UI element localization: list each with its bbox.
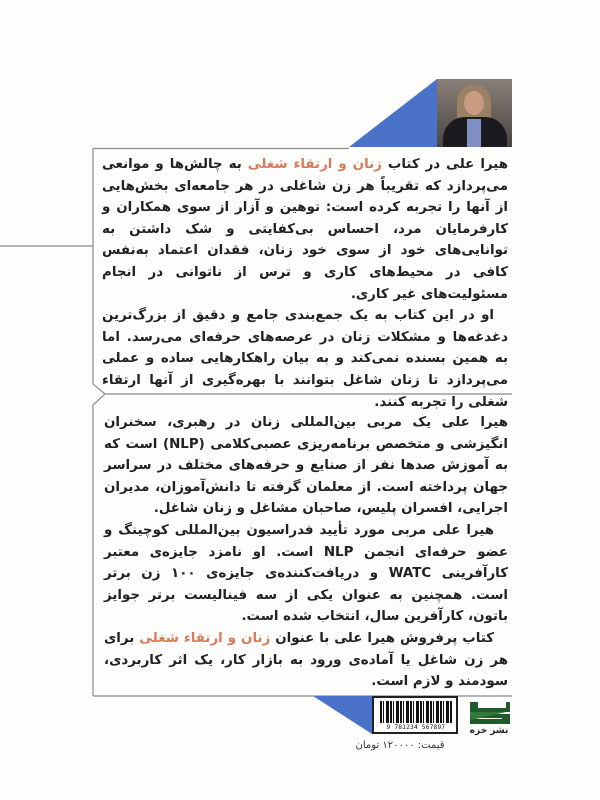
bio-paragraph: هیرا علی مربی مورد تأیید فدراسیون بین‌المللی کوچینگ و عضو حرفه‌ای انجمن NLP است. او نامزد جایزه‌ی معتبر کارآفرینی WATC و دریافت‌کننده‌ی جایزه‌ی ۱۰۰ زن برتر است. همچنین به عنوان یکی از سه فینالیست برتر جوایز باتون، کارآفرین سال، انتخاب شده است. [104, 522, 509, 625]
isbn-barcode [372, 696, 458, 734]
book-title-highlight: زنان و ارتقاء شغلی [139, 630, 271, 646]
description-paragraph: او در این کتاب به یک جمع‌بندی جامع و دقیق از بزرگ‌ترین دغدغه‌ها و مشکلات زنان در عرصه‌های حرفه‌ای می‌رسد. اما به همین بسنده نمی‌کند و به بیان راهکارهایی ساده و عملی می‌پردازد تا زنان شاغل بتوانند با بهره‌گیری از آنها ارتقاء شغلی را تجربه کنند. [102, 308, 508, 410]
top-accent-triangle [349, 79, 437, 147]
bottom-accent-triangle [313, 696, 372, 734]
price-label: قیمت: ۱۲۰۰۰۰ تومان [355, 740, 445, 751]
bio-paragraph: کتاب پرفروش هیرا علی با عنوان زنان و ارتقاء شغلی برای هر زن شاغل یا آماده‌ی ورود به بازار کار، یک اثر کاربردی، سودمند و لازم است. [104, 630, 508, 690]
bio-paragraph: هیرا علی یک مربی بین‌المللی زنان در رهبری، سخنران انگیزشی و متخصص برنامه‌ریزی عصبی‌کلامی (NLP) است که به آموزش صدها نفر از صنایع و حرفه‌های مختلف در سراسر جهان پرداخته است. از معلمان گرفته تا دانش‌آموزان، مدیران اجرایی، افسران پلیس، صاحبان مشاغل و زنان شاغل. [104, 415, 508, 517]
publisher-logo [466, 700, 512, 740]
description-paragraph: هیرا علی در کتاب زنان و ارتقاء شغلی به چالش‌ها و موانعی می‌پردازد که تقریباً هر زن شاغلی در هر جامعه‌ای بخش‌هایی از آنها را تجربه کرده است: توهین و آزار از سوی همکاران و کارفرمایان مرد، احساس بی‌کفایتی و شک داشتن به توانایی‌های خود از سوی خود زنان، فقدان اعتماد به‌نفس کافی در محیط‌های کاری و ترس از ناتوانی در انجام مسئولیت‌های غیر کاری. [102, 157, 508, 302]
author-photo [437, 79, 512, 147]
barcode-bars-icon [380, 701, 452, 723]
publisher-logo-icon [466, 700, 512, 726]
publisher-name: نشر خزه [469, 726, 509, 736]
author-bio-block [104, 412, 508, 693]
book-title-highlight: زنان و ارتقاء شغلی [247, 157, 382, 172]
barcode-digits: 9 781234 567897 [386, 724, 446, 731]
book-description-block [102, 154, 508, 413]
